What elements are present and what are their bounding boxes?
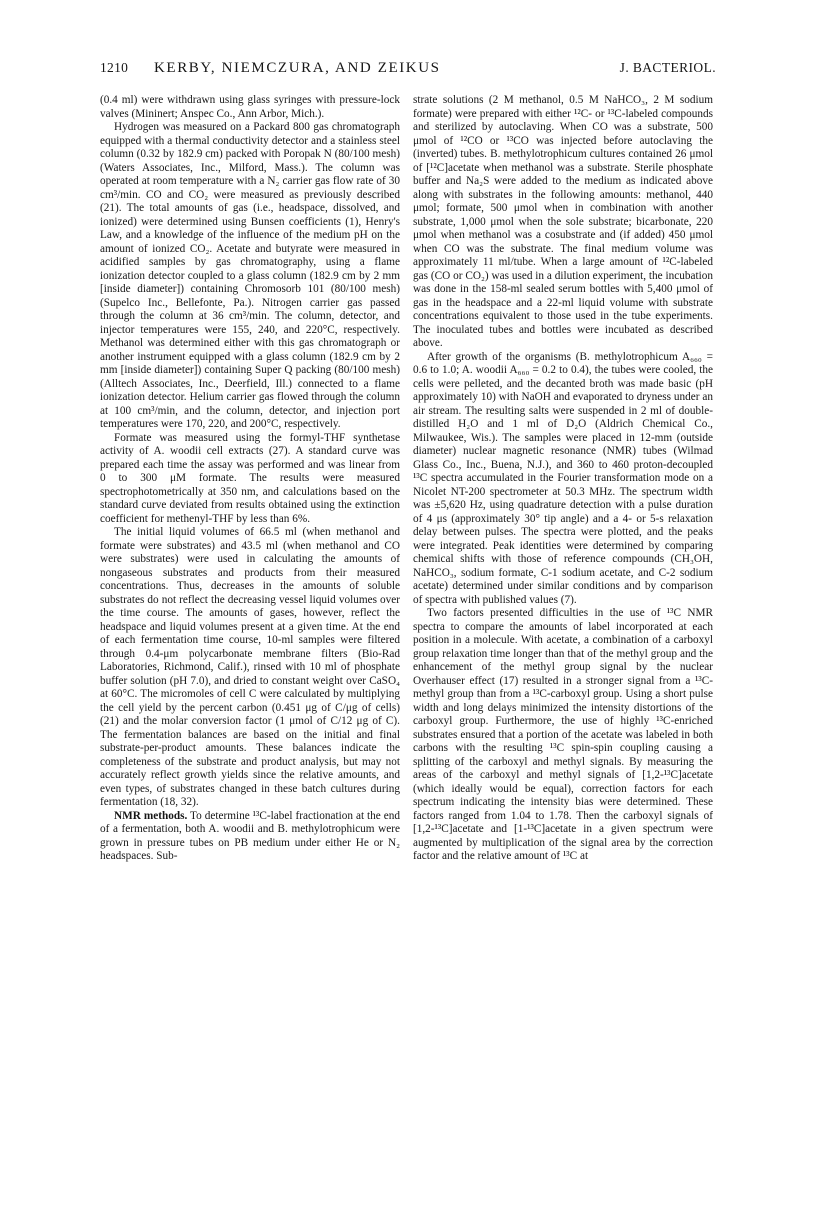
running-authors: KERBY, NIEMCZURA, AND ZEIKUS	[154, 60, 441, 76]
paragraph: The initial liquid volumes of 66.5 ml (when methanol and formate were substrates) and 43.5 ml (when methanol and CO were substrates) were used in calculating the amounts of nongaseous substrates and products from their measured concentrations. Thus, decreases in the amounts of soluble substrates do not reflect the decreasing vessel liquid volumes over the time course. The amounts of gases, however, reflect the headspace and liquid volumes present at a given time. At the end of each fermentation time course, 10-ml samples were filtered through 0.4-μm polycarbonate membrane filters (Bio-Rad Laboratories, Richmond, Calif.), rinsed with 10 ml of phosphate buffer solution (pH 7.0), and dried to constant weight over CaSO₄ at 60°C. The micromoles of cell C were calculated by multiplying the cell yield by the percent carbon (0.451 μg of C/μg of cells) (21) and the molar conversion factor (1 μmol of C/12 μg of C). The fermentation balances are based on the initial and final substrate-per-product amounts. These balances indicate the completeness of the substrate and product analysis, but may not accurately reflect growth yields since the relative amounts, and even types, of substrates changed in these batch cultures during fermentation (18, 32).	[100, 526, 400, 808]
section-run-in-heading: NMR methods.	[114, 809, 188, 822]
paragraph: Hydrogen was measured on a Packard 800 gas chromatograph equipped with a thermal conductivity detector and a stainless steel column (0.32 by 182.9 cm) packed with Poropak N (80/100 mesh) (Waters Associates, Inc., Milford, Mass.). The column was operated at room temperature with a N₂ carrier gas flow rate of 30 cm³/min. CO and CO₂ were measured as previously described (21). The total amounts of gas (i.e., headspace, dissolved, and ionized) were determined using Bunsen coefficients (1), Henry's Law, and a knowledge of the influence of the medium pH on the amount of ionized CO₂. Acetate and butyrate were measured in acidified samples by gas chromatography, using a flame ionization detector coupled to a glass column (182.9 cm by 2 mm [inside diameter]) containing Chromosorb 101 (80/100 mesh) (Supelco Inc., Bellefonte, Pa.). Nitrogen carrier gas passed through the column at 36 cm³/min. The column, detector, and injector temperatures were 155, 240, and 220°C, respectively. Methanol was determined either with this gas chromatograph or another instrument equipped with a glass column (182.9 cm by 2 mm [inside diameter]) containing Super Q packing (80/100 mesh) (Alltech Associates, Inc., Deerfield, Ill.) connected to a flame ionization detector. Helium carrier gas flowed through the column at 100 cm³/min, and the column, detector, and injection port temperatures were 170, 220, and 200°C, respectively.	[100, 121, 400, 430]
journal-name: J. BACTERIOL.	[619, 60, 716, 75]
page-number: 1210	[100, 60, 129, 75]
running-header	[100, 60, 716, 84]
paragraph: strate solutions (2 M methanol, 0.5 M NaHCO₃, 2 M sodium formate) were prepared with either ¹²C- or ¹³C-labeled compounds and sterilized by autoclaving. When CO was a substrate, 500 μmol of ¹²CO or ¹³CO was injected before autoclaving the (inverted) tubes. B. methylotrophicum cultures contained 26 μmol of [¹²C]acetate when methanol was a substrate. Sterile phosphate buffer and Na₂S were added to the medium as indicated above along with substrates in the following amounts: methanol, 440 μmol; formate, 500 μmol when in combination with another substrate, 1,000 μmol when the sole substrate; bicarbonate, 220 μmol when methanol was a cosubstrate and (if added) 450 μmol when CO was the substrate. The final medium volume was approximately 11 ml/tube. When a large amount of ¹²C-labeled gas (CO or CO₂) was used in a dilution experiment, the incubation was done in the 158-ml sealed serum bottles with 5,400 μmol of gas in the headspace and a 22-ml liquid volume with substrate concentrations equivalent to those used in the tube experiments. The inoculated tubes and bottles were incubated as described above.	[413, 94, 713, 349]
paragraph: (0.4 ml) were withdrawn using glass syringes with pressure-lock valves (Mininert; Anspec Co., Ann Arbor, Mich.).	[100, 94, 400, 120]
paragraph-text: To determine ¹³C-label fractionation at the end of a fermentation, both A. woodii and B. methylotrophicum were grown in pressure tubes on PB medium under either He or N₂ headspaces. Sub-	[100, 809, 400, 862]
paragraph-nmr-methods	[100, 810, 400, 864]
right-column	[413, 94, 713, 864]
paragraph: Two factors presented difficulties in the use of ¹³C NMR spectra to compare the amounts of label incorporated at each position in a molecule. With acetate, a combination of a carboxyl group relaxation time longer than that of the methyl group and the enhancement of the methyl group signal by the nuclear Overhauser effect (17) resulted in a stronger signal from a ¹³C-methyl group than from a ¹³C-carboxyl group. Using a short pulse width and long delays minimized the intensity distortions of the carboxyl group. Furthermore, the use of highly ¹³C-enriched substrates ensured that a portion of the acetate was labeled in both carbons with the resulting ¹³C spin-spin coupling causing a splitting of the carboxyl and methyl signals. By measuring the areas of the carboxyl and methyl signals of [1,2-¹³C]acetate (which ideally would be equal), correction factors for each spectrum indicating the intensity bias were determined. These factors ranged from 1.04 to 1.78. Then the carboxyl signals of [1,2-¹³C]acetate and [1-¹³C]acetate in a given spectrum were augmented by multiplication of the signal area by the correction factor and the relative amount of ¹³C at	[413, 607, 713, 862]
paragraph: After growth of the organisms (B. methylotrophicum A₆₆₀ = 0.6 to 1.0; A. woodii A₆₆₀ = 0.2 to 0.4), the tubes were cooled, the cells were pelleted, and the decanted broth was made basic (pH approximately 10) with NaOH and evaporated to dryness under an air stream. The resulting salts were suspended in 2 ml of double-distilled H₂O and 1 ml of D₂O (Aldrich Chemical Co., Milwaukee, Wis.). The samples were placed in 12-mm (outside diameter) nuclear magnetic resonance (NMR) tubes (Wilmad Glass Co., Inc., Buena, N.J.), and 360 to 460 proton-decoupled ¹³C spectra accumulated in the Fourier transformation mode on a Nicolet NT-200 spectrometer at 50.3 MHz. The spectrum width was ±5,620 Hz, using quadrature detection with a pulse duration of 4 μs (approximately 30° tip angle) and a 4- or 5-s relaxation delay between pulses. The spectra were plotted, and the peaks were integrated. Peak identities were determined by comparing chemical shifts with those of reference compounds (CH₃OH, NaHCO₃, sodium formate, C-1 sodium acetate, and C-2 sodium acetate) determined under similar conditions and by comparison of spectra with published values (7).	[413, 350, 713, 606]
paragraph: Formate was measured using the formyl-THF synthetase activity of A. woodii cell extracts (27). A standard curve was prepared each time the assay was performed and was linear from 0 to 300 μM formate. The results were measured spectrophotometrically at 350 nm, and calculations based on the standard curve deviated from results obtained using the extinction coefficient for methenyl-THF by less than 6%.	[100, 431, 400, 525]
left-column	[100, 94, 400, 864]
